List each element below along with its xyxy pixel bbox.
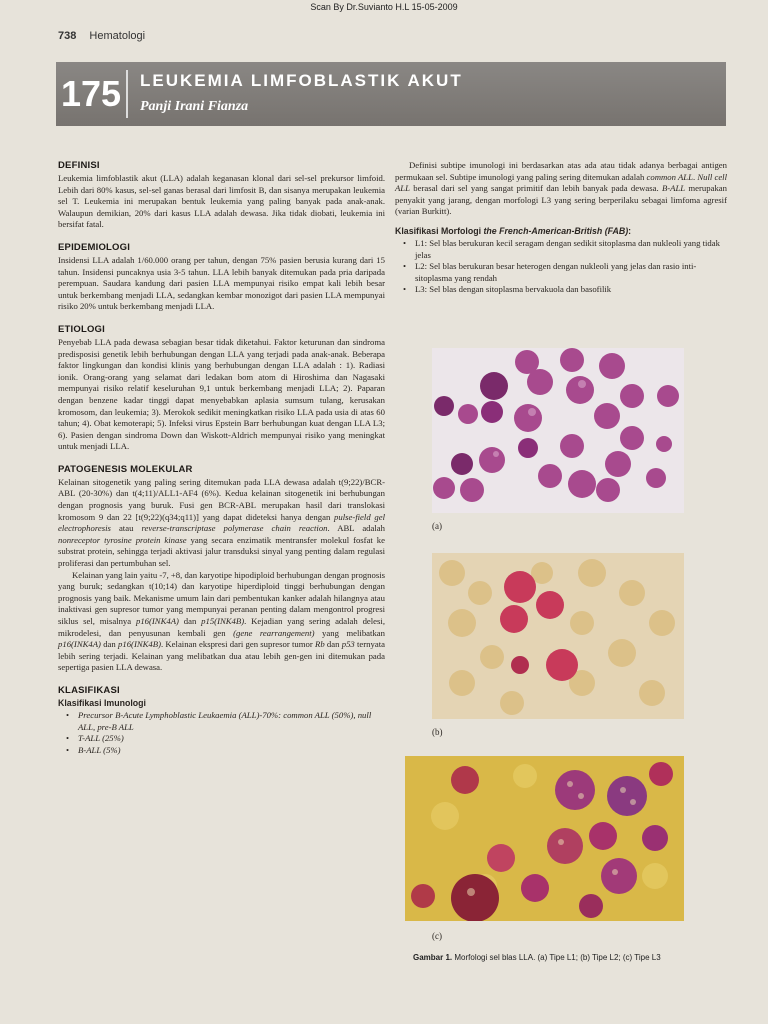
micrograph-l3 <box>405 756 684 921</box>
list-fab <box>395 238 727 296</box>
subheading-imunologi: Klasifikasi Imunologi <box>58 697 146 708</box>
para-patogenesis-1: Kelainan sitogenetik yang paling sering ditemukan pada LLA dewasa adalah t(9;22)/BCR-ABL (20-30%) dan t(4;11)/ALL1-AF4 (6%). Kedua kelainan sitogenetik ini berhubungan dengan prognosis yang buruk. Fusi gen BCR-ABL merupakan hasil dari translokasi kromosom 9 dan 22 [t(9;22)(q34;q11)] yang dapat dideteksi hanya dengan pulse-field gel electrophoresis atau reverse-transcriptase polymerase chain reaction. ABL adalah nonreceptor tyrosine protein kinase yang secara enzimatik mentransfer molekul fosfat ke substrat protein, sehingga terjadi aktivasi jalur transduksi sinyal yang penting dalam regulasi proliferasi dan pertumbuhan sel. <box>58 476 385 569</box>
chapter-banner <box>56 62 726 126</box>
heading-epidemiologi: EPIDEMIOLOGI <box>58 241 131 253</box>
chapter-number: 175 <box>60 73 122 114</box>
list-item: • B-ALL (5%) <box>70 745 385 757</box>
chapter-title: LEUKEMIA LIMFOBLASTIK AKUT <box>140 71 463 90</box>
figure-caption: Gambar 1. Morfologi sel blas LLA. (a) Tipe L1; (b) Tipe L2; (c) Tipe L3 <box>413 953 661 962</box>
running-section: Hematologi <box>89 30 146 42</box>
para-patogenesis-2: Kelainan yang lain yaitu -7, +8, dan karyotipe hipodiploid berhubungan dengan prognosis yang buruk; sedangkan t(10;14) dan karyotipe hiperdiploid tinggi berhubungan dengan prognosis yang baik. Mekanisme umum lain dari pembentukan kanker adalah hilangnya atau inaktivasi gen supresor tumor yang mempunyai peranan penting dalam mengontrol progresi siklus sel, misalnya p16(INK4A) dan p15(INK4B). Kejadian yang sering adalah delesi, mikrodelesi, dan penyusunan kembali gen (gene rearrangement) yang melibatkan p16(INK4A) dan p16(INK4B). Kelainan ekspresi dari gen supresor tumor Rb dan p53 ternyata lebih sering terjadi. Kelainan yang melibatkan dua atau lebih gen-gen ini ditemukan pada sepertiga pasien LLA dewasa. <box>58 569 386 673</box>
scan-credit: Scan By Dr.Suvianto H.L 15-05-2009 <box>310 2 458 12</box>
list-item: • L1: Sel blas berukuran kecil seragam dengan sedikit sitoplasma dan nukleoli yang tidak jelas <box>407 238 727 261</box>
micrograph-l2 <box>432 553 684 719</box>
running-head <box>58 30 145 42</box>
banner-divider <box>126 70 128 118</box>
para-epidemiologi: Insidensi LLA adalah 1/60.000 orang per tahun, dengan 75% pasien berusia kurang dari 15 tahun. Insidensi puncaknya usia 3-5 tahun. LLA lebih banyak ditemukan pada pria daripada perempuan. Saudara kandung dari pasien LLA mempunyai risiko empat kali lebih besar untuk berkembang menjadi LLA, sedangkan kembar monozigot dari pasien LLA mempunyai risiko 20% untuk berkembang menjadi LLA. <box>58 254 385 312</box>
right-column <box>395 160 727 296</box>
subheading-fab: Klasifikasi Morfologi the French-American-British (FAB): <box>395 225 632 236</box>
micrograph-l1 <box>432 348 684 513</box>
heading-definisi: DEFINISI <box>58 160 100 171</box>
para-definisi: Leukemia limfoblastik akut (LLA) adalah keganasan klonal dari sel-sel prekursor limfoid. Lebih dari 80% kasus, sel-sel ganas berasal dari limfosit B, dan sisanya merupakan leukemia sel T. Leukemia ini merupakan bentuk leukemia yang paling banyak pada anak-anak. Walaupun demikian, 20% dari kasus LLA adalah dewasa. Jika tidak diobati, leukemia ini bersifat fatal. <box>58 173 385 230</box>
list-item: • T-ALL (25%) <box>70 733 385 745</box>
list-item: • L3: Sel blas dengan sitoplasma bervakuola dan basofilik <box>407 284 727 296</box>
list-imunologi <box>58 710 385 756</box>
heading-klasifikasi: KLASIFIKASI <box>58 684 120 696</box>
left-column <box>58 160 385 756</box>
figure-label-a: (a) <box>432 521 442 531</box>
figure-label-b: (b) <box>432 727 443 737</box>
page-number: 738 <box>58 30 77 42</box>
list-item: • L2: Sel blas berukuran besar heterogen dengan nukleoli yang jelas dan rasio inti-sitoplasma yang rendah <box>407 261 727 284</box>
heading-etiologi: ETIOLOGI <box>58 323 105 335</box>
figure-label-c: (c) <box>432 931 442 941</box>
list-item: • Precursor B-Acute Lymphoblastic Leukaemia (ALL)-70%: common ALL (50%), null ALL, pre-B ALL <box>70 710 385 733</box>
chapter-author: Panji Irani Fianza <box>140 99 249 114</box>
para-imunologi: Definisi subtipe imunologi ini berdasarkan atas ada atau tidak adanya berbagai antigen permukaan sel. Subtipe imunologi yang paling sering ditemukan adalah common ALL. Null cell ALL berasal dari sel yang sangat primitif dan lebih banyak pada dewasa. B-ALL merupakan penyakit yang jarang, dengan morfologi L3 yang sering berperilaku sebagai limfoma agresif (varian Burkitt). <box>395 160 728 217</box>
para-etiologi: Penyebab LLA pada dewasa sebagian besar tidak diketahui. Faktor keturunan dan sindroma predisposisi genetik lebih berhubungan dengan LLA yang terjadi pada anak-anak. Beberapa faktor lingkungan dan kondisi klinis yang berhubungan dengan LLA adalah : 1). Radiasi ionik. Orang-orang yang selamat dari ledakan bom atom di Hiroshima dan Nagasaki mempunyai risiko relatif keseluruhan 9,1 untuk berkembang menjadi LLA; 2). Paparan dengan benzene kadar tinggi dapat menyebabkan aplasia sumsum tulang, kerusakan kromosom, dan leukemia; 3). Merokok sedikit meningkatkan risiko LLA pada usia di atas 60 tahun; 4). Obat kemoterapi; 5). Infeksi virus Epstein Barr berhubungan kuat dengan LLA L3; 6). Pasien dengan sindroma Down dan Wiskott-Aldrich mempunyai risiko yang meningkat untuk menjadi LLA. <box>58 336 385 452</box>
heading-patogenesis: PATOGENESIS MOLEKULAR <box>58 463 193 475</box>
